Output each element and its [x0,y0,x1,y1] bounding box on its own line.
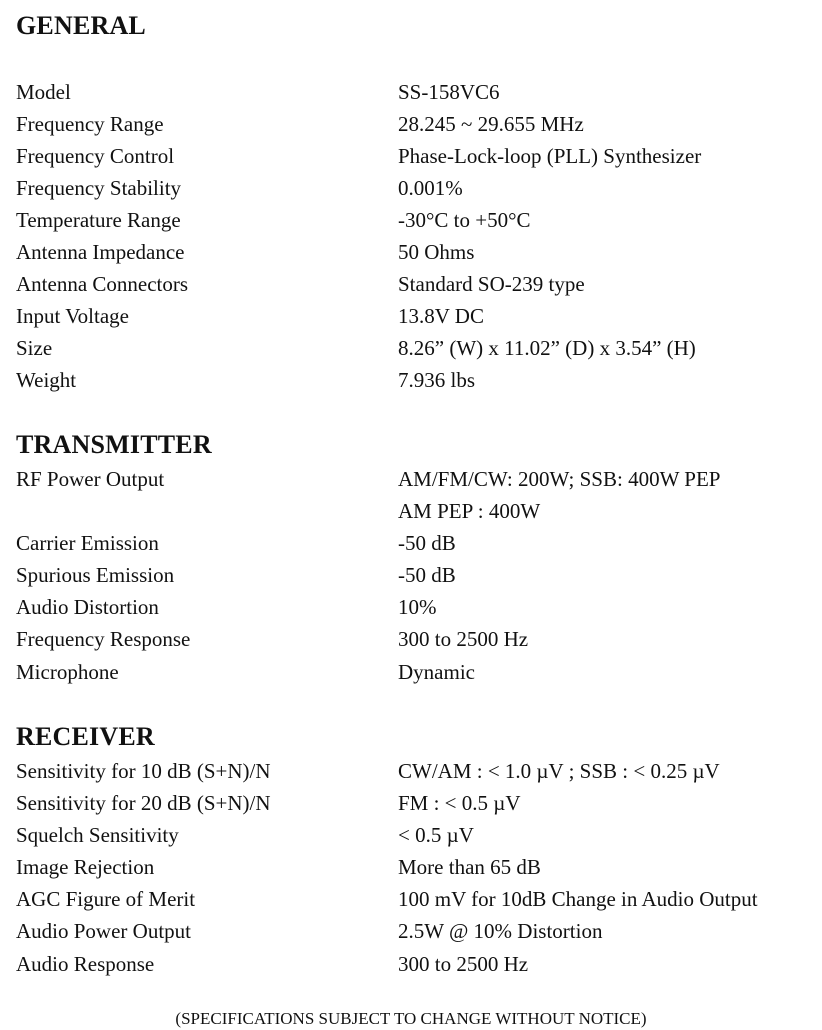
spec-row [16,140,816,172]
spec-label: Weight [16,368,77,392]
spec-value: SS-158VC6 [398,80,500,104]
spec-value: Standard SO-239 type [398,272,585,296]
spec-row [16,495,816,527]
spec-value: 2.5W @ 10% Distortion [398,919,603,943]
spec-row [16,364,816,396]
spec-row [16,300,816,332]
spec-label: Microphone [16,660,119,684]
spec-label: Frequency Range [16,112,164,136]
spec-label: Antenna Impedance [16,240,185,264]
spec-row [16,915,816,947]
spec-value: Dynamic [398,660,475,684]
spec-value: < 0.5 µV [398,823,474,847]
spec-label: Audio Power Output [16,919,191,943]
spec-row [16,204,816,236]
spec-row [16,787,816,819]
spec-row [16,236,816,268]
spec-row [16,851,816,883]
spec-label: Sensitivity for 10 dB (S+N)/N [16,759,271,783]
spec-value: 10% [398,595,437,619]
spec-value: 28.245 ~ 29.655 MHz [398,112,584,136]
spec-value: 13.8V DC [398,304,484,328]
spec-value: 300 to 2500 Hz [398,952,529,976]
spec-value: More than 65 dB [398,855,541,879]
spec-value: -30°C to +50°C [398,208,531,232]
spec-label: Sensitivity for 20 dB (S+N)/N [16,791,271,815]
spec-label: Image Rejection [16,855,155,879]
spec-row [16,559,816,591]
spec-label: Temperature Range [16,208,181,232]
spec-label: Frequency Control [16,144,175,168]
section-heading-transmitter: TRANSMITTER [16,430,212,459]
spec-label: Input Voltage [16,304,129,328]
spec-value: Phase-Lock-loop (PLL) Synthesizer [398,144,702,168]
spec-value: AM PEP : 400W [398,499,541,523]
spec-value: 50 Ohms [398,240,475,264]
spec-label: Spurious Emission [16,563,175,587]
spec-label: Squelch Sensitivity [16,823,179,847]
spec-label: Audio Distortion [16,595,159,619]
spec-row [16,76,816,108]
spec-label: RF Power Output [16,467,165,491]
spec-row [16,656,816,688]
spec-row [16,463,816,495]
spec-value: FM : < 0.5 µV [398,791,521,815]
spec-value: 7.936 lbs [398,368,476,392]
spec-label: Model [16,80,71,104]
spec-row [16,268,816,300]
spec-row [16,527,816,559]
spec-label: Frequency Stability [16,176,182,200]
section-heading-receiver: RECEIVER [16,722,155,751]
spec-label: Audio Response [16,952,155,976]
spec-value: -50 dB [398,531,456,555]
spec-label: Frequency Response [16,627,191,651]
section-heading-general: GENERAL [16,11,146,40]
spec-row [16,108,816,140]
footer-notice: (SPECIFICATIONS SUBJECT TO CHANGE WITHOUT NOTICE) [175,1009,647,1028]
spec-row [16,332,816,364]
spec-value: AM/FM/CW: 200W; SSB: 400W PEP [398,467,721,491]
spec-row [16,172,816,204]
spec-value: -50 dB [398,563,456,587]
spec-row [16,819,816,851]
spec-value: 0.001% [398,176,463,200]
spec-value: 100 mV for 10dB Change in Audio Output [398,887,758,911]
spec-label: AGC Figure of Merit [16,887,196,911]
spec-row [16,883,816,915]
spec-row [16,755,816,787]
spec-value: 8.26” (W) x 11.02” (D) x 3.54” (H) [398,336,696,360]
spec-value: CW/AM : < 1.0 µV ; SSB : < 0.25 µV [398,759,720,783]
spec-label: Antenna Connectors [16,272,189,296]
spec-value: 300 to 2500 Hz [398,627,529,651]
spec-row [16,623,816,655]
spec-label: Size [16,336,53,360]
spec-label: Carrier Emission [16,531,159,555]
spec-row [16,948,816,980]
spec-row [16,591,816,623]
